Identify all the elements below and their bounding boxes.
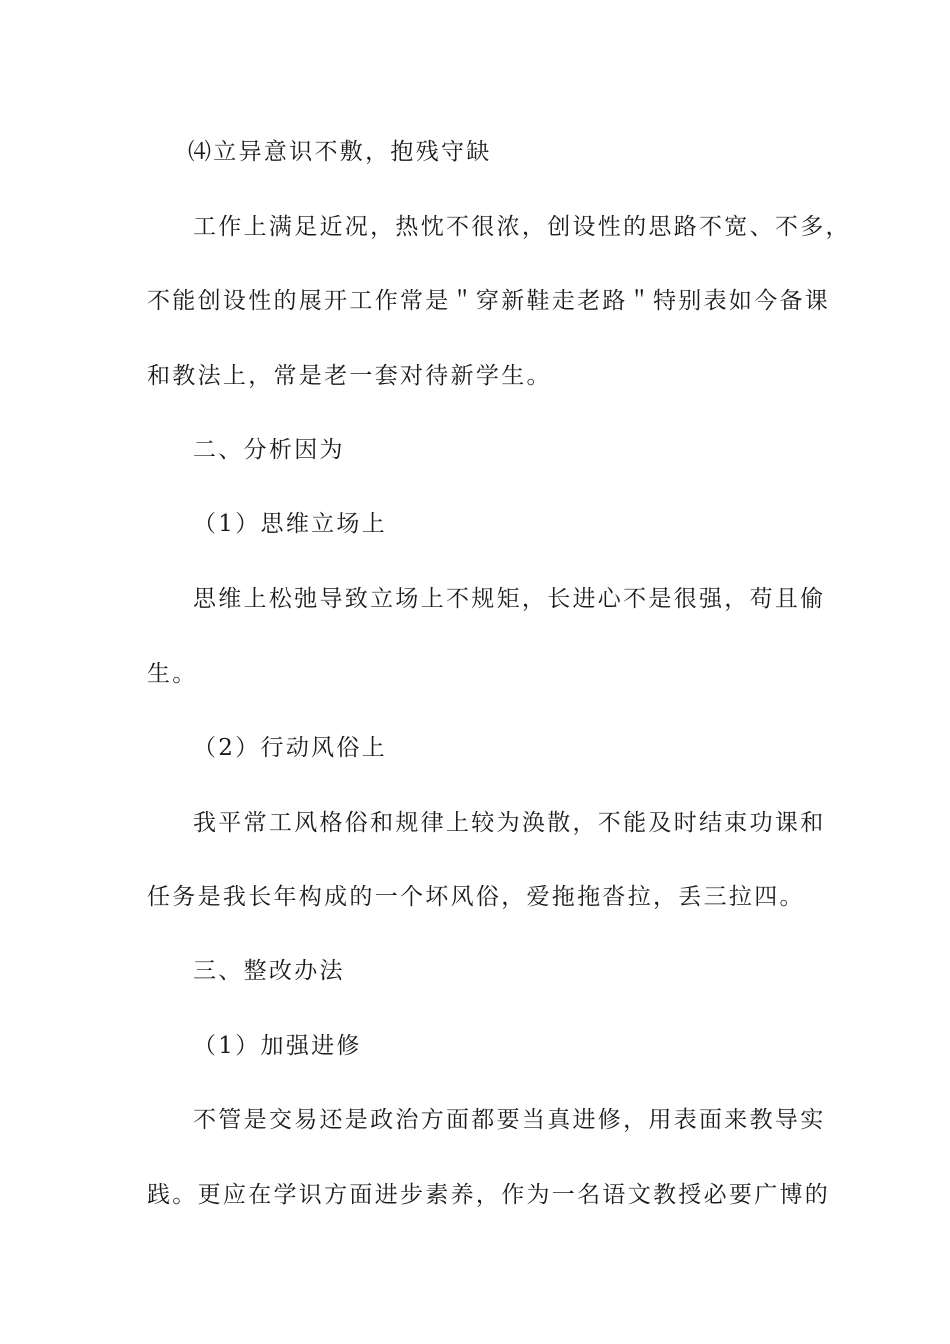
section-heading-2: 二、分析因为 <box>193 437 345 463</box>
subheading-1: （1）思维立场上 <box>193 511 388 537</box>
paragraph-line: 不能创设性的展开工作常是＂穿新鞋走老路＂特别表如今备课 <box>147 288 831 314</box>
section-heading-3: 三、整改办法 <box>193 958 345 984</box>
paragraph-line: 不管是交易还是政治方面都要当真进修，用表面来教导实 <box>193 1107 826 1133</box>
paragraph-line: 践。更应在学识方面进步素养，作为一名语文教授必要广博的 <box>147 1182 831 1208</box>
subheading-2: （2）行动风俗上 <box>193 735 388 761</box>
paragraph-line: 思维上松弛导致立场上不规矩，长进心不是很强，苟且偷 <box>193 586 826 612</box>
paragraph-line: 我平常工风格俗和规律上较为涣散，不能及时结束功课和 <box>193 810 826 836</box>
paragraph-line: 工作上满足近况，热忱不很浓，创设性的思路不宽、不多， <box>193 214 851 240</box>
subheading-1: （1）加强进修 <box>193 1033 362 1059</box>
paragraph-line: 和教法上，常是老一套对待新学生。 <box>147 363 552 389</box>
paragraph-line: 任务是我长年构成的一个坏风俗，爱拖拖沓拉，丢三拉四。 <box>147 884 805 910</box>
item-heading-4: ⑷立异意识不敷，抱残守缺 <box>188 139 492 165</box>
paragraph-line: 生。 <box>147 661 198 687</box>
